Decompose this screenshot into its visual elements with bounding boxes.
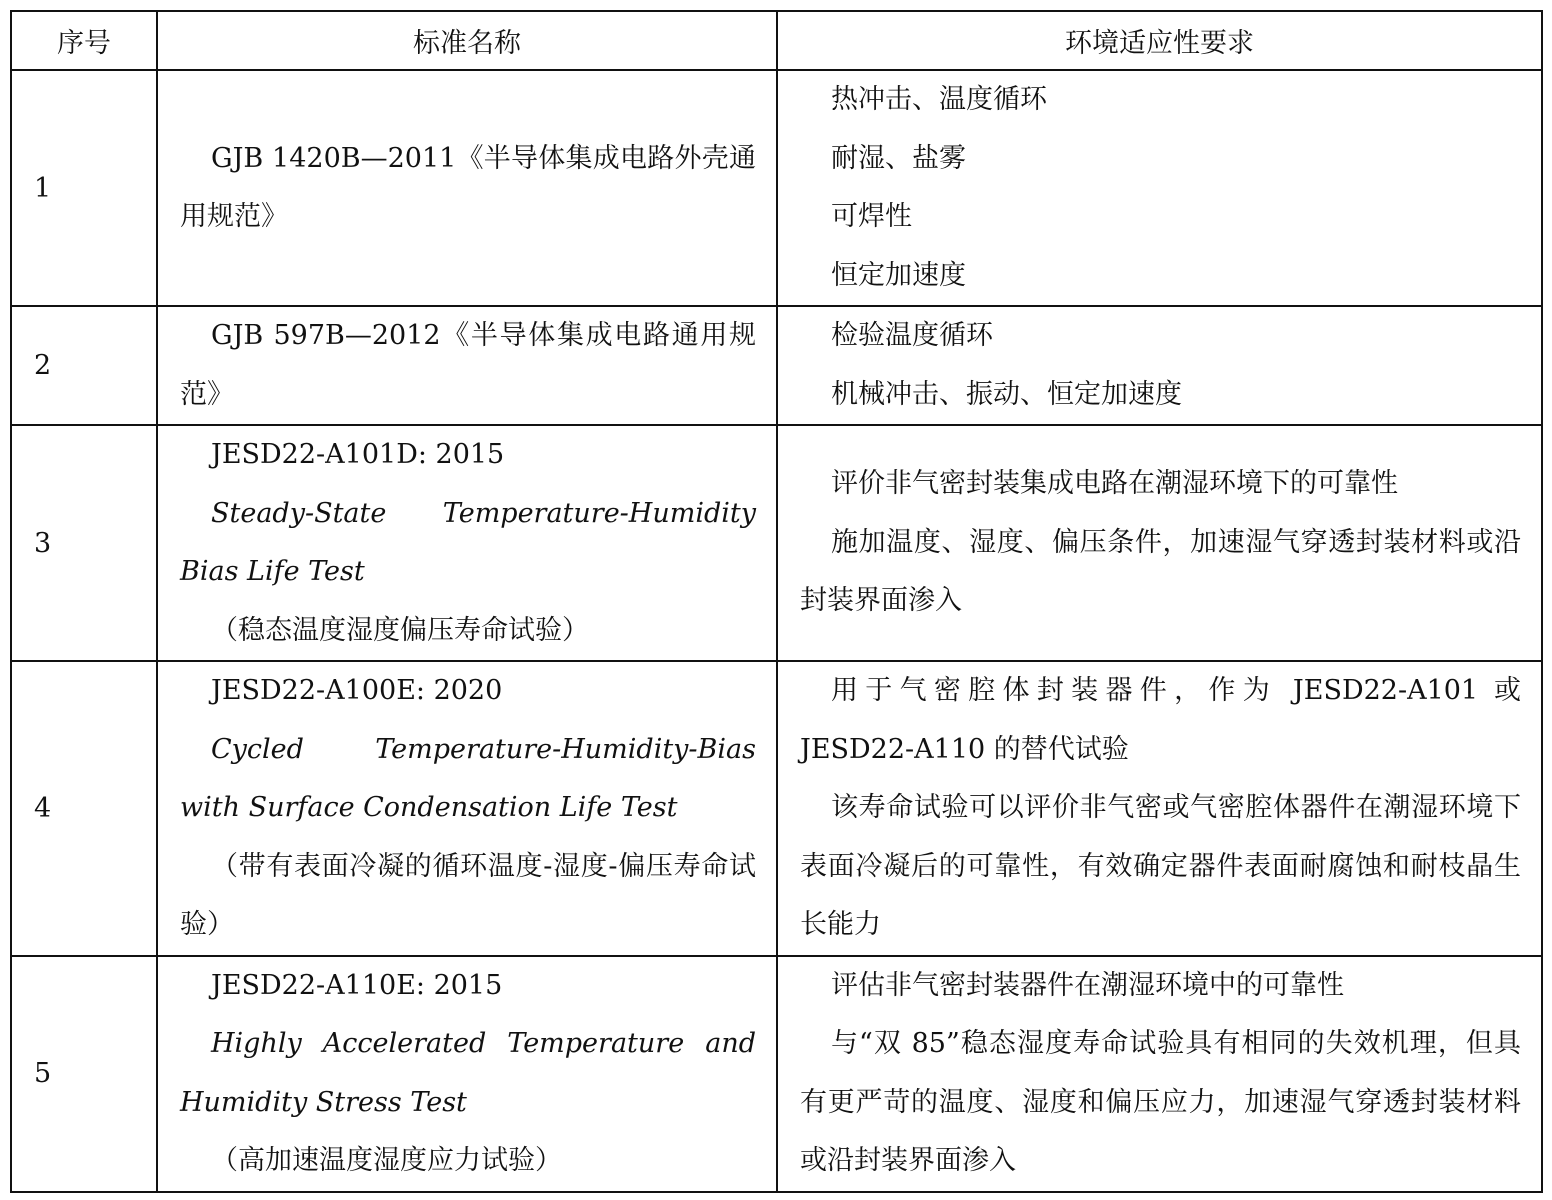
requirement-item: 评价非气密封装集成电路在潮湿环境下的可靠性 bbox=[831, 468, 1398, 500]
requirements-cell bbox=[777, 70, 1542, 306]
table-row bbox=[11, 956, 1542, 1192]
row-number: 3 bbox=[11, 425, 157, 661]
standard-name: GJB 1420B—2011《半导体集成电路外壳通用规范》 bbox=[180, 142, 756, 232]
standard-title-en: Steady-State Temperature-Humidity Bias Life Test bbox=[180, 497, 756, 587]
standard-name-cell bbox=[157, 425, 777, 661]
requirements-cell bbox=[777, 425, 1542, 661]
requirement-item: 耐湿、盐雾 bbox=[831, 142, 966, 174]
standard-code: JESD22-A110E: 2015 bbox=[211, 969, 503, 1001]
requirement-item: 该寿命试验可以评价非气密或气密腔体器件在潮湿环境下表面冷凝后的可靠性，有效确定器件表面耐腐蚀和耐枝晶生长能力 bbox=[800, 792, 1521, 940]
requirement-item: 用于气密腔体封装器件，作为 JESD22-A101 或 JESD22-A110 的替代试验 bbox=[800, 675, 1521, 765]
standard-name-cell bbox=[157, 661, 777, 956]
requirement-item: 检验温度循环 bbox=[831, 320, 993, 351]
standard-title-en: Highly Accelerated Temperature and Humidity Stress Test bbox=[180, 1028, 756, 1118]
row-number: 4 bbox=[11, 661, 157, 956]
standard-title-cn: （带有表面冷凝的循环温度-湿度-偏压寿命试验） bbox=[180, 850, 756, 940]
standard-title-cn: （稳态温度湿度偏压寿命试验） bbox=[211, 614, 589, 646]
table-row bbox=[11, 70, 1542, 306]
standard-name: GJB 597B—2012《半导体集成电路通用规范》 bbox=[180, 320, 756, 410]
standard-name-cell bbox=[157, 306, 777, 425]
standard-name-cell bbox=[157, 70, 777, 306]
header-standard-name: 标准名称 bbox=[157, 11, 777, 70]
table-row bbox=[11, 306, 1542, 425]
standard-title-cn: （高加速温度湿度应力试验） bbox=[211, 1145, 562, 1176]
requirements-cell bbox=[777, 661, 1542, 956]
table-row bbox=[11, 425, 1542, 661]
row-number: 2 bbox=[11, 306, 157, 425]
standard-name-cell bbox=[157, 956, 777, 1192]
requirement-item: 可焊性 bbox=[831, 201, 912, 232]
header-row bbox=[11, 11, 1542, 70]
requirement-item: 热冲击、温度循环 bbox=[831, 84, 1047, 115]
requirements-cell bbox=[777, 956, 1542, 1192]
requirement-item: 施加温度、湿度、偏压条件，加速湿气穿透封装材料或沿封装界面渗入 bbox=[800, 526, 1521, 617]
header-no: 序号 bbox=[11, 11, 157, 70]
header-env-requirements: 环境适应性要求 bbox=[777, 11, 1542, 70]
row-number: 5 bbox=[11, 956, 157, 1192]
table-row bbox=[11, 661, 1542, 956]
requirements-cell bbox=[777, 306, 1542, 425]
requirement-item: 与“双 85”稳态湿度寿命试验具有相同的失效机理，但具有更严苛的温度、湿度和偏压应力，加速湿气穿透封装材料或沿封装界面渗入 bbox=[800, 1028, 1521, 1176]
standard-title-en: Cycled Temperature-Humidity-Bias with Surface Condensation Life Test bbox=[180, 733, 756, 823]
standards-table bbox=[10, 10, 1543, 1193]
requirement-item: 恒定加速度 bbox=[831, 259, 966, 291]
requirement-item: 评估非气密封装器件在潮湿环境中的可靠性 bbox=[831, 969, 1344, 1001]
row-number: 1 bbox=[11, 70, 157, 306]
standard-code: JESD22-A101D: 2015 bbox=[211, 439, 505, 470]
requirement-item: 机械冲击、振动、恒定加速度 bbox=[831, 378, 1182, 410]
standard-code: JESD22-A100E: 2020 bbox=[211, 675, 503, 706]
